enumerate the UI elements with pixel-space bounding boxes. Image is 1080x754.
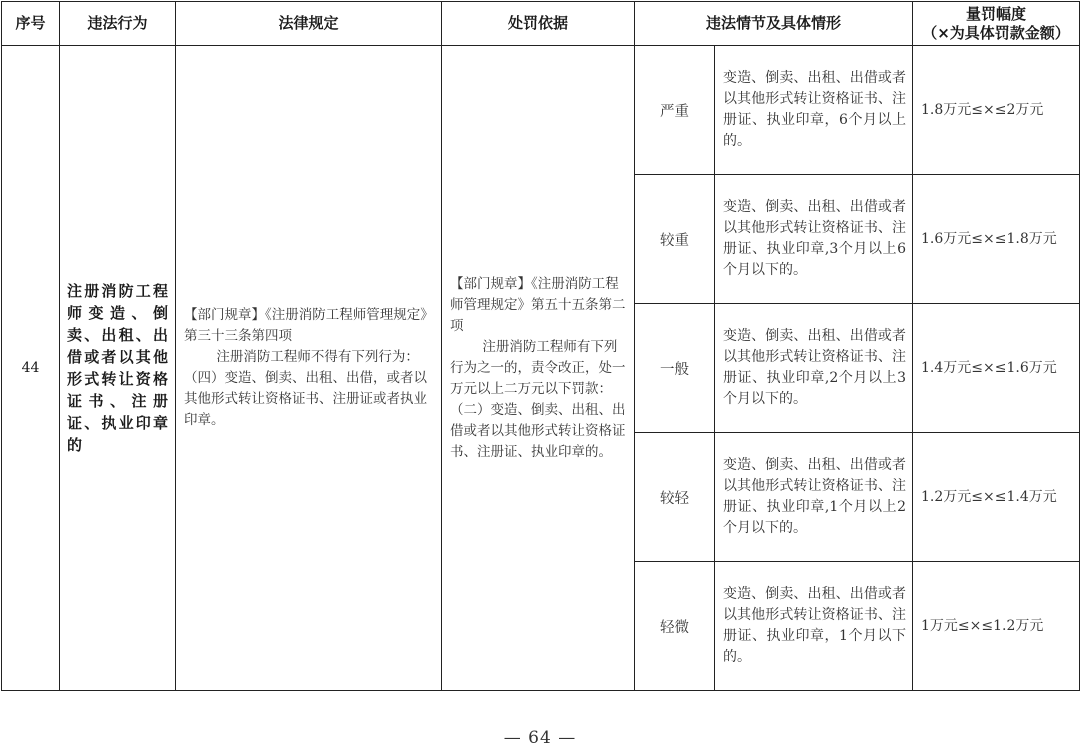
page-number: — 64 — — [503, 728, 577, 748]
level-detail: 变造、倒卖、出租、出借或者以其他形式转让资格证书、注册证、执业印章，6个月以上的。 — [715, 46, 913, 175]
level-detail: 变造、倒卖、出租、出借或者以其他形式转让资格证书、注册证、执业印章,2个月以上3个月以下的。 — [715, 304, 913, 433]
record-violation: 注册消防工程师变造、倒卖、出租、出借或者以其他形式转让资格证书、注册证、执业印章的 — [60, 46, 176, 691]
penalty-table — [1, 1, 1080, 691]
level-detail: 变造、倒卖、出租、出借或者以其他形式转让资格证书、注册证、执业印章，1个月以下的。 — [715, 562, 913, 691]
level-label: 较重 — [635, 175, 715, 304]
header-amount — [913, 2, 1080, 46]
level-amount: 1万元≤×≤1.2万元 — [913, 562, 1080, 691]
law-title: 【部门规章】《注册消防工程师管理规定》第三十三条第四项 — [184, 307, 427, 344]
level-amount: 1.4万元≤×≤1.6万元 — [913, 304, 1080, 433]
header-law: 法律规定 — [176, 2, 442, 46]
record-law — [176, 46, 442, 691]
header-circumstances: 违法情节及具体情形 — [635, 2, 913, 46]
law-text: 注册消防工程师不得有下列行为：（四）变造、倒卖、出租、出借，或者以其他形式转让资格证书、注册证或者执业印章。 — [184, 349, 427, 428]
header-seq: 序号 — [2, 2, 60, 46]
level-amount: 1.8万元≤×≤2万元 — [913, 46, 1080, 175]
table-row — [2, 46, 1080, 175]
basis-text: 注册消防工程师有下列行为之一的，责令改正，处一万元以上二万元以下罚款：（二）变造、倒卖、出租、出借或者以其他形式转让资格证书、注册证、执业印章的。 — [450, 338, 626, 460]
level-label: 严重 — [635, 46, 715, 175]
level-label: 一般 — [635, 304, 715, 433]
level-detail: 变造、倒卖、出租、出借或者以其他形式转让资格证书、注册证、执业印章,3个月以上6个月以下的。 — [715, 175, 913, 304]
level-label: 轻微 — [635, 562, 715, 691]
header-row — [2, 2, 1080, 46]
header-violation: 违法行为 — [60, 2, 176, 46]
record-seq: 44 — [2, 46, 60, 691]
header-basis: 处罚依据 — [442, 2, 635, 46]
level-detail: 变造、倒卖、出租、出借或者以其他形式转让资格证书、注册证、执业印章,1个月以上2个月以下的。 — [715, 433, 913, 562]
level-amount: 1.2万元≤×≤1.4万元 — [913, 433, 1080, 562]
level-label: 较轻 — [635, 433, 715, 562]
level-amount: 1.6万元≤×≤1.8万元 — [913, 175, 1080, 304]
record-basis — [442, 46, 635, 691]
header-amount-title: 量罚幅度 — [966, 4, 1027, 23]
header-amount-note: （×为具体罚款金额） — [922, 23, 1070, 42]
basis-title: 【部门规章】《注册消防工程师管理规定》第五十五条第二项 — [450, 275, 626, 334]
